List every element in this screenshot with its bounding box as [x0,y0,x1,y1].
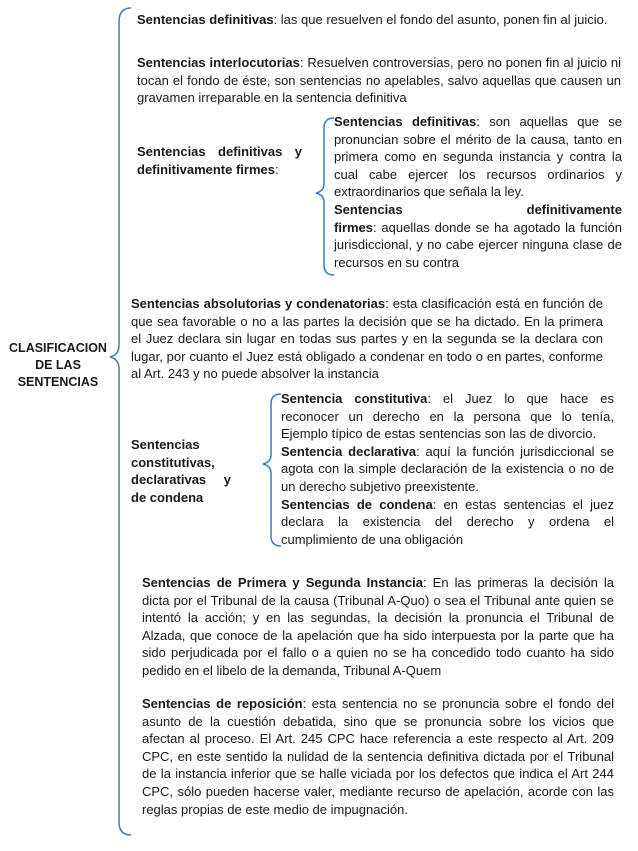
absolutorias-block [131,295,603,383]
firmes-items [334,113,622,271]
root-label [4,340,112,391]
constitutivas-label-line2: constitutivas, [131,454,215,470]
root-label-line3: SENTENCIAS [17,375,99,389]
reposicion-term: Sentencias de reposición [142,696,303,711]
definitivas-term: Sentencias definitivas [137,12,274,27]
firmes-item-firmes [334,201,622,271]
constitutivas-label [131,436,231,506]
firmes-label-colon: : [275,161,279,177]
constitutivas-label-line3: declarativas y [131,472,231,488]
reposicion-block [142,695,614,818]
instancia-term: Sentencias de Primera y Segunda Instancia [142,575,424,590]
absolutorias-term: Sentencias absolutorias y condenatorias [131,296,386,311]
constitutivas-item-constitutiva [281,390,614,443]
firmes-item-term-line2: firmes [334,219,374,235]
constitutivas-bracket-path [263,394,281,546]
definitivas-text: : las que resuelven el fondo del asunto, ponen fin al juicio. [273,12,608,27]
constitutivas-items [281,390,614,548]
firmes-item-term-line1: Sentencias definitivamente [334,201,622,217]
interlocutorias-text: : Resuelven controversias, pero no ponen fin al juicio ni tocan el fondo de éste, son sentencias no apelables, salvo aquellas que causen un gravamen irreparable en la sentencia definitiva [137,55,621,106]
constitutivas-item-text: : el Juez lo que hace es reconocer un derecho en la persona que lo tenía, Ejemplo típico de estas sentencias son las de divorcio. [281,391,614,442]
interlocutorias-term: Sentencias interlocutorias [137,55,300,70]
reposicion-text: : esta sentencia no se pronuncia sobre el fondo del asunto de la cuestión debatida, sino que se pronuncia sobre los vicios que afectan al proceso. El Art. 245 CPC hace referencia a este respecto al Art. 209 CPC, en este sentido la nulidad de la sentencia definitiva dictada por el Tribunal de la instancia inferior que se halle viciada por los defectos que indica el Art 244 CPC, sólo pueden hacerse valer, mediante recurso de apelación, acorde con las reglas propias de este medio de impugnación. [142,696,614,817]
constitutivas-item-declarativa [281,443,614,496]
instancia-block [142,574,614,680]
root-label-line1: CLASIFICACION [9,341,107,355]
constitutivas-item-term: Sentencia constitutiva [281,391,428,406]
firmes-item-term: Sentencias definitivas [334,114,477,129]
absolutorias-text: : esta clasificación está en función de que sea favorable o no a las partes la decisión que se ha dictado. En la primera el Juez declara sin lugar en todas sus partes y en la segunda se la declara con lugar, por cuanto el Juez está obligado a condenar en todo o en partes, conforme al Art. 243 y no puede absolver la instancia [131,296,603,382]
constitutivas-item-condena [281,496,614,549]
interlocutorias-block [137,54,621,107]
firmes-item-definitivas [334,113,622,201]
constitutivas-item-text: : en estas sentencias el juez declara la existencia del derecho y ordena el cumplimiento de una obligación [281,496,614,547]
root-label-line2: DE LAS [35,358,81,372]
constitutivas-item-text: : aquí la función jurisdiccional se agota con la simple declaración de la existencia o no de un derecho subjetivo preexistente. [281,443,614,494]
firmes-label [137,143,302,178]
firmes-label-line1: Sentencias definitivas y [137,144,302,159]
constitutivas-label-line1: Sentencias [131,437,200,452]
firmes-label-line2 [137,161,302,179]
instancia-text: : En las primeras la decisión la dicta por el Tribunal de la causa (Tribunal A-Quo) o sea el Tribunal ante quien se intentó la acción; y en las segundas, la decisión la pronuncia el Tribunal de Alzada, que conoce de la apelación que ha sido interpuesta por la parte que ha sido perjudicada por el fallo o a quien no se ha concedido todo cuanto ha sido pedido en el libelo de la demanda, Tribunal A-Quem [142,575,614,678]
constitutivas-label-line4: de condena [131,489,204,505]
definitivas-block [137,11,621,29]
firmes-label-line2-text: definitivamente firmes [137,161,275,177]
firmes-item-text: : son aquellas que se pronuncian sobre el mérito de la causa, tanto en primera como en segunda instancia y contra la cual cabe ejercer los recursos ordinarios y extraordinarios que señala la ley. [334,114,622,200]
firmes-item-text: : aquellas donde se ha agotado la función jurisdiccional, y no cabe ejercer ninguna clase de recursos en su contra [334,219,622,270]
constitutivas-item-term: Sentencias de condena [281,496,433,512]
constitutivas-item-term: Sentencia declarativa [281,443,417,459]
